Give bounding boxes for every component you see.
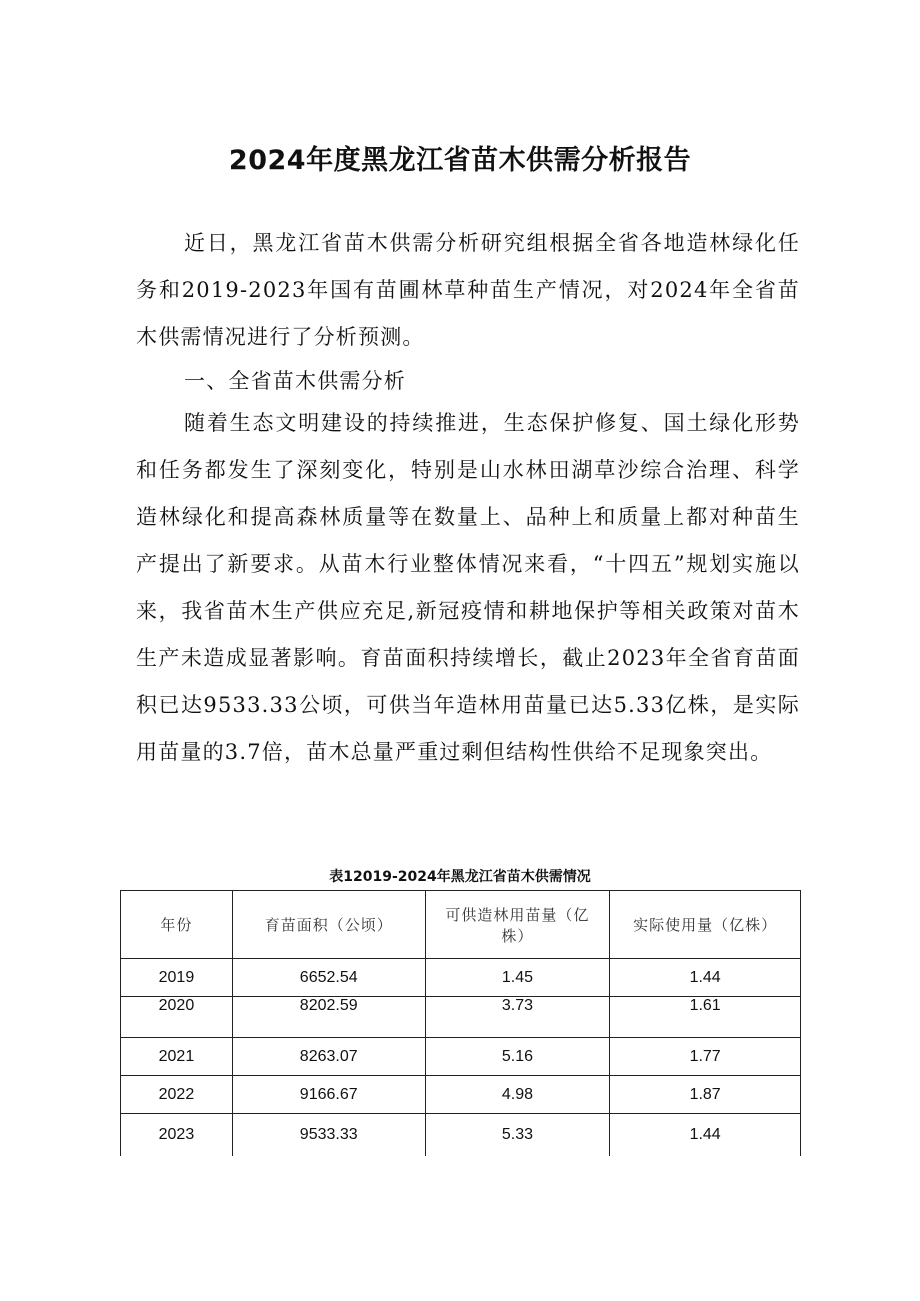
header-actual-usage: 实际使用量（亿株） [610, 891, 801, 959]
table-header-row [121, 891, 801, 959]
section-heading-text: 一、全省苗木供需分析 [184, 369, 406, 393]
intro-paragraph-text: 近日，黑龙江省苗木供需分析研究组根据全省各地造林绿化任务和2019-2023年国有苗圃林草种苗生产情况，对2024年全省苗木供需情况进行了分析预测。 [136, 231, 800, 349]
cell-nursery-area: 6652.54 [232, 959, 425, 997]
cell-available-seedlings: 5.33 [425, 1114, 610, 1157]
cell-year: 2019 [121, 959, 233, 997]
section-heading [136, 358, 800, 405]
supply-demand-table [120, 890, 801, 1156]
report-title: 2024年度黑龙江省苗木供需分析报告 [228, 145, 692, 176]
intro-paragraph [136, 220, 800, 361]
cell-available-seedlings: 4.98 [425, 1076, 610, 1114]
table-row [121, 1114, 801, 1157]
cell-year: 2022 [121, 1076, 233, 1114]
cell-year: 2023 [121, 1114, 233, 1157]
table-row [121, 1038, 801, 1076]
cell-nursery-area: 9166.67 [232, 1076, 425, 1114]
table-caption: 表12019-2024年黑龙江省苗木供需情况 [329, 869, 591, 885]
header-nursery-area: 育苗面积（公顷） [232, 891, 425, 959]
analysis-paragraph [136, 400, 800, 776]
cell-available-seedlings: 3.73 [425, 997, 610, 1038]
cell-year: 2021 [121, 1038, 233, 1076]
cell-available-seedlings: 5.16 [425, 1038, 610, 1076]
cell-actual-usage: 1.77 [610, 1038, 801, 1076]
cell-nursery-area: 8202.59 [232, 997, 425, 1038]
table-row [121, 959, 801, 997]
header-available-seedlings: 可供造林用苗量（亿株） [425, 891, 610, 959]
cell-year: 2020 [121, 997, 233, 1038]
table-row [121, 1076, 801, 1114]
cell-nursery-area: 9533.33 [232, 1114, 425, 1157]
cell-nursery-area: 8263.07 [232, 1038, 425, 1076]
table-row [121, 997, 801, 1038]
header-year: 年份 [121, 891, 233, 959]
cell-available-seedlings: 1.45 [425, 959, 610, 997]
cell-actual-usage: 1.44 [610, 959, 801, 997]
cell-actual-usage: 1.61 [610, 997, 801, 1038]
cell-actual-usage: 1.44 [610, 1114, 801, 1157]
cell-actual-usage: 1.87 [610, 1076, 801, 1114]
analysis-paragraph-text: 随着生态文明建设的持续推进，生态保护修复、国土绿化形势和任务都发生了深刻变化，特别是山水林田湖草沙综合治理、科学造林绿化和提高森林质量等在数量上、品种上和质量上都对种苗生产提出了新要求。从苗木行业整体情况来看，“十四五”规划实施以来，我省苗木生产供应充足,新冠疫情和耕地保护等相关政策对苗木生产未造成显著影响。育苗面积持续增长，截止2023年全省育苗面积已达9533.33公顷，可供当年造林用苗量已达5.33亿株，是实际用苗量的3.7倍，苗木总量严重过剩但结构性供给不足现象突出。 [136, 411, 800, 764]
